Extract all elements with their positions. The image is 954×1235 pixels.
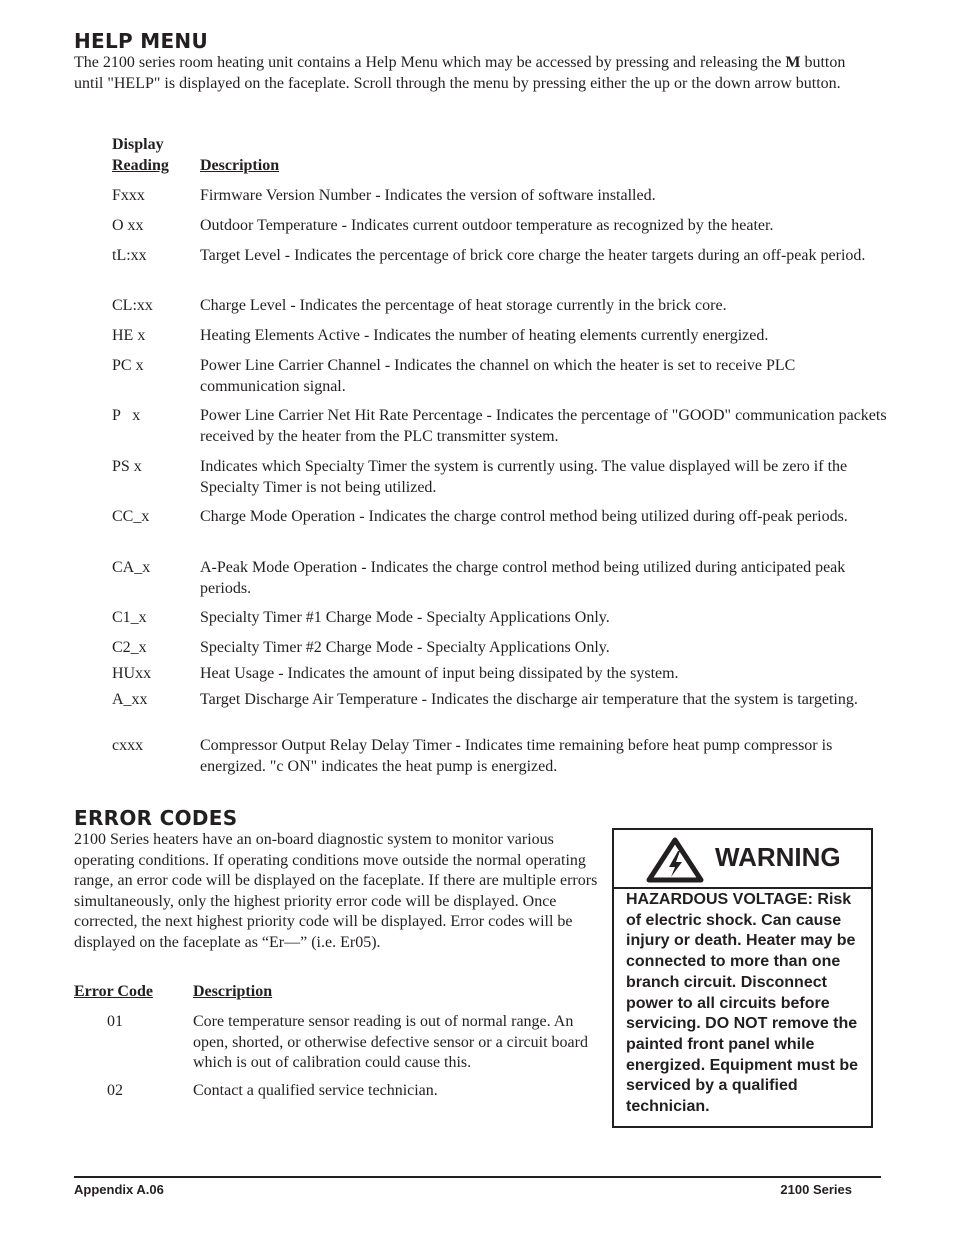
col-error-code-label: Error Code bbox=[74, 983, 153, 1000]
help-item-code: Fxxx bbox=[112, 187, 145, 204]
error-codes-intro: 2100 Series heaters have an on-board diagnostic system to monitor various operating conditions. If operating conditions move outside the normal operating range, an error code will be displayed on the faceplate. If there are multiple errors simultaneously, only the highest priority error code will be displayed. Once corrected, the next highest priority code will be displayed. Error codes will be displayed on the faceplate as “Er—” (i.e. Er05). bbox=[74, 831, 598, 951]
help-item-desc: Specialty Timer #2 Charge Mode - Specialty Applications Only. bbox=[200, 639, 610, 656]
help-intro-pre: The 2100 series room heating unit contains a Help Menu which may be accessed by pressing and releasing the bbox=[74, 54, 786, 71]
error-item-desc: Core temperature sensor reading is out of normal range. An open, shorted, or otherwise defective sensor or a circuit board which is out of calibration could cause this. bbox=[193, 1013, 588, 1071]
help-item-code: cxxx bbox=[112, 737, 144, 754]
help-item-desc: Power Line Carrier Net Hit Rate Percentage - Indicates the percentage of "GOOD" communication packets received by the heater from the PLC transmitter system. bbox=[200, 407, 887, 445]
help-item-code: C1_x bbox=[112, 609, 147, 626]
help-item-code: HUxx bbox=[112, 665, 152, 682]
help-item-code: O xx bbox=[112, 217, 144, 234]
help-item-desc: Power Line Carrier Channel - Indicates the channel on which the heater is set to receive PLC communication signal. bbox=[200, 357, 796, 395]
warning-title: WARNING bbox=[715, 842, 841, 872]
help-item-code: C2_x bbox=[112, 639, 147, 656]
help-item-desc: Heat Usage - Indicates the amount of input being dissipated by the system. bbox=[200, 665, 679, 682]
help-item-desc: Specialty Timer #1 Charge Mode - Specialty Applications Only. bbox=[200, 609, 610, 626]
help-menu-intro bbox=[74, 53, 864, 94]
help-menu-heading: HELP MENU bbox=[74, 29, 209, 53]
help-item-desc: Target Discharge Air Temperature - Indicates the discharge air temperature that the system is targeting. bbox=[200, 691, 858, 708]
warning-box bbox=[612, 828, 873, 1128]
help-item-code: P x bbox=[112, 407, 141, 424]
help-item-desc: Charge Mode Operation - Indicates the charge control method being utilized during off-peak periods. bbox=[200, 508, 848, 525]
help-item-code: CA_x bbox=[112, 559, 151, 576]
help-item-code: PS x bbox=[112, 458, 142, 475]
help-item-desc: Indicates which Specialty Timer the system is currently using. The value displayed will be zero if the Specialty Timer is not being utilized. bbox=[200, 458, 848, 496]
error-item-desc: Contact a qualified service technician. bbox=[193, 1082, 438, 1099]
footer-rule bbox=[74, 1176, 881, 1178]
help-item-code: HE x bbox=[112, 327, 146, 344]
help-item-code: tL:xx bbox=[112, 247, 147, 264]
help-intro-bold: M bbox=[785, 54, 801, 71]
help-item-desc: Charge Level - Indicates the percentage of heat storage currently in the brick core. bbox=[200, 297, 727, 314]
error-item-code: 02 bbox=[107, 1082, 123, 1099]
col-display-label: Display bbox=[112, 136, 164, 153]
help-item-code: PC x bbox=[112, 357, 144, 374]
col-error-description-label: Description bbox=[193, 983, 273, 1000]
help-item-code: A_xx bbox=[112, 691, 148, 708]
error-codes-heading: ERROR CODES bbox=[74, 806, 238, 830]
help-intro-post: button until "HELP" is displayed on the faceplate. Scroll through the menu by pressing either the up or the down arrow button. bbox=[74, 54, 846, 92]
help-item-desc: Heating Elements Active - Indicates the number of heating elements currently energized. bbox=[200, 327, 769, 344]
footer-appendix-label: Appendix A.06 bbox=[74, 1182, 164, 1197]
help-item-desc: Outdoor Temperature - Indicates current outdoor temperature as recognized by the heater. bbox=[200, 217, 774, 234]
help-item-desc: Compressor Output Relay Delay Timer - Indicates time remaining before heat pump compressor is energized. "c ON" indicates the heat pump is energized. bbox=[200, 737, 833, 775]
help-item-desc: Target Level - Indicates the percentage of brick core charge the heater targets during an off-peak period. bbox=[200, 247, 866, 264]
warning-header bbox=[614, 830, 871, 889]
help-item-code: CL:xx bbox=[112, 297, 153, 314]
col-reading-label: Reading bbox=[112, 157, 169, 174]
high-voltage-triangle-icon bbox=[646, 837, 704, 883]
help-item-code: CC_x bbox=[112, 508, 150, 525]
col-description-label: Description bbox=[200, 157, 280, 174]
warning-text: HAZARDOUS VOLTAGE: Risk of electric shock. Can cause injury or death. Heater may be connected to more than one branch circuit. Disconnect power to all circuits before servicing. DO NOT remove the painted front panel while energized. Equipment must be serviced by a qualified technician. bbox=[626, 891, 859, 1116]
help-item-desc: Firmware Version Number - Indicates the version of software installed. bbox=[200, 187, 656, 204]
footer-series-label: 2100 Series bbox=[780, 1182, 852, 1197]
error-item-code: 01 bbox=[107, 1013, 123, 1030]
help-item-desc: A-Peak Mode Operation - Indicates the charge control method being utilized during anticipated peak periods. bbox=[200, 559, 846, 597]
